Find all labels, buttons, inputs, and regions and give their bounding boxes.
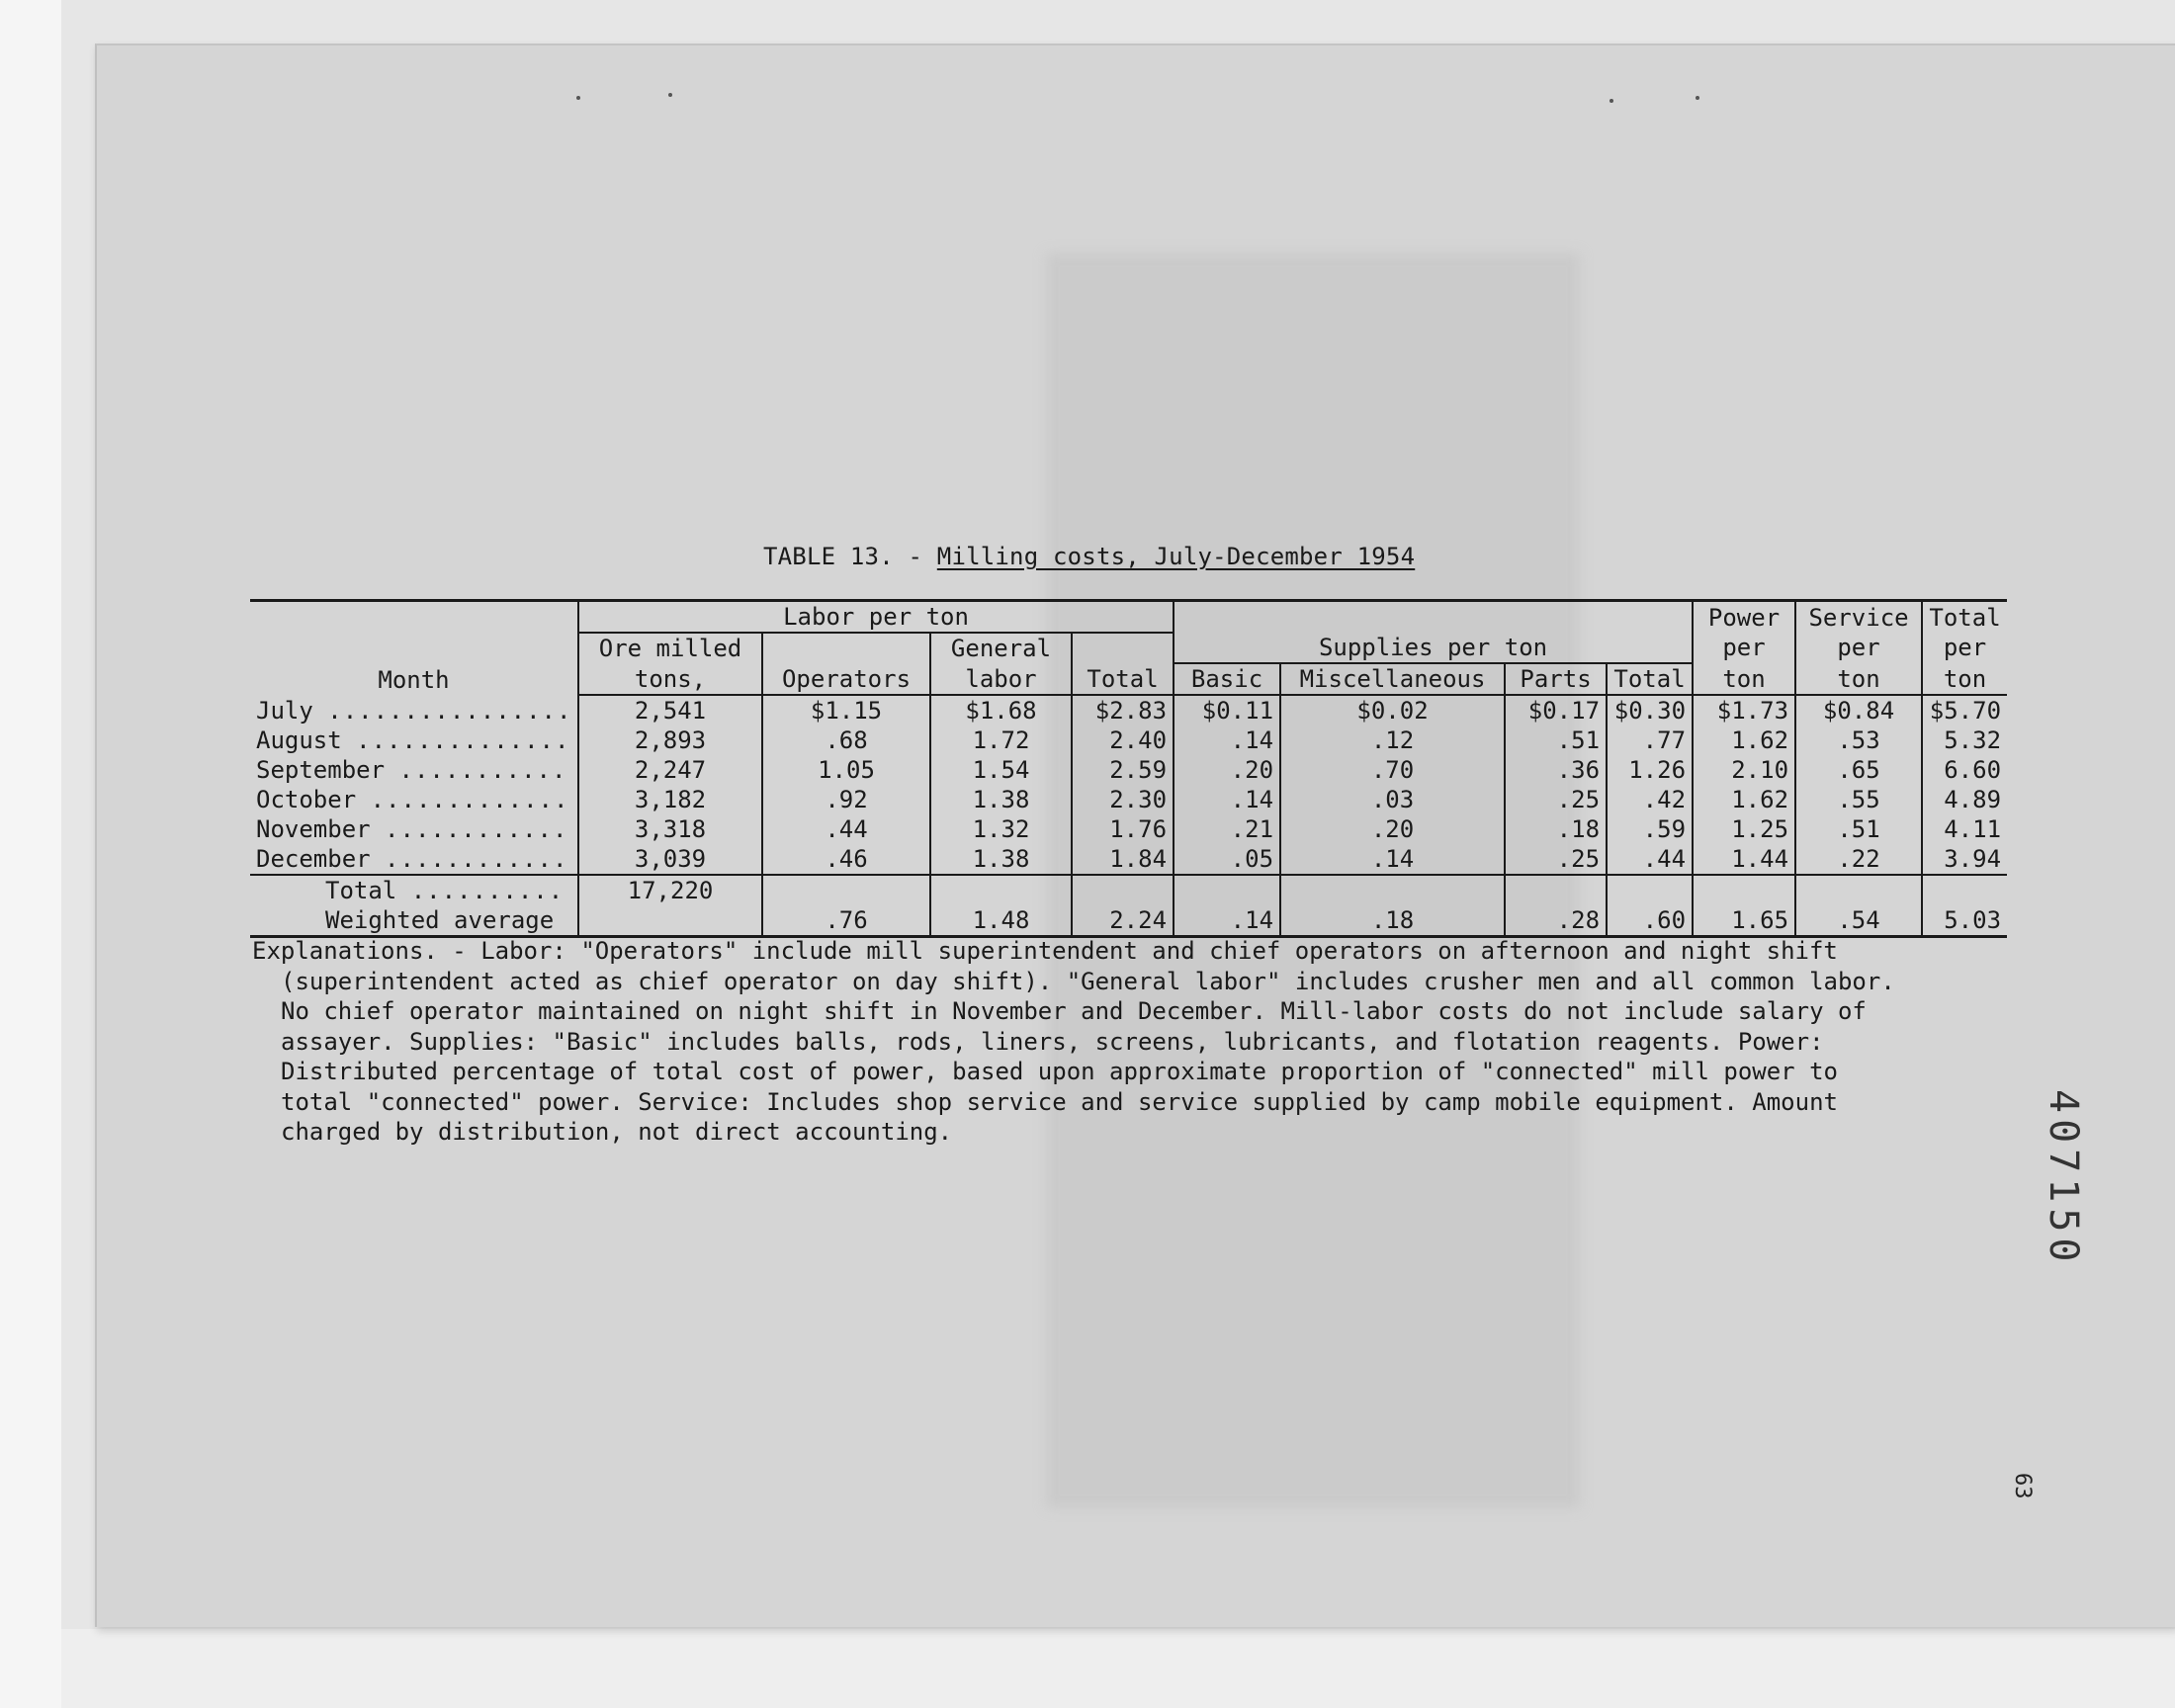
supplies-total-cell: 1.26 xyxy=(1607,755,1693,785)
operators-cell: .46 xyxy=(762,844,930,875)
ore-cell: 3,318 xyxy=(578,814,762,844)
labor-total-cell: 2.59 xyxy=(1072,755,1174,785)
basic-avg-cell: .14 xyxy=(1174,905,1280,937)
operators-cell: $1.15 xyxy=(762,695,930,726)
general-labor-avg-cell: 1.48 xyxy=(930,905,1072,937)
punch-dot xyxy=(1696,96,1699,100)
operators-cell: 1.05 xyxy=(762,755,930,785)
supplies-total-cell: .59 xyxy=(1607,814,1693,844)
header-month: Month xyxy=(250,601,578,696)
parts-cell: .36 xyxy=(1505,755,1607,785)
total-label-cell: Total .......... xyxy=(250,875,578,905)
labor-total-avg-cell: 2.24 xyxy=(1072,905,1174,937)
service-cell: .53 xyxy=(1795,726,1922,755)
header-total-3: ton xyxy=(1922,663,2007,695)
header-labor-total-blank xyxy=(1072,633,1174,663)
header-service-2: per xyxy=(1795,633,1922,663)
explanation-line: charged by distribution, not direct accounting. xyxy=(281,1118,953,1146)
header-power-1: Power xyxy=(1693,601,1795,634)
explanation-line: No chief operator maintained on night shift in November and December. Mill-labor costs do not include salary of xyxy=(281,997,1867,1025)
weighted-average-row xyxy=(250,905,2007,937)
ore-cell: 3,039 xyxy=(578,844,762,875)
explanations-note xyxy=(252,936,2012,1148)
header-basic: Basic xyxy=(1174,663,1280,695)
header-miscellaneous: Miscellaneous xyxy=(1280,663,1505,695)
misc-avg-cell: .18 xyxy=(1280,905,1505,937)
parts-cell: .25 xyxy=(1505,844,1607,875)
header-supplies-group: Supplies per ton xyxy=(1174,601,1693,664)
misc-cell: .12 xyxy=(1280,726,1505,755)
explanation-line: assayer. Supplies: "Basic" includes balls, rods, liners, screens, lubricants, and flotation reagents. Power: xyxy=(281,1027,1824,1056)
total-per-ton-cell: 5.32 xyxy=(1922,726,2007,755)
header-operators-blank xyxy=(762,633,930,663)
total-row xyxy=(250,875,2007,905)
operators-avg-cell: .76 xyxy=(762,905,930,937)
explanation-line: total "connected" power. Service: Includes shop service and service supplied by camp mobile equipment. Amount xyxy=(281,1087,1838,1116)
page-number: 63 xyxy=(2010,1473,2035,1499)
header-ore-milled-2: tons, xyxy=(578,663,762,695)
misc-cell: .20 xyxy=(1280,814,1505,844)
power-cell: 1.25 xyxy=(1693,814,1795,844)
service-cell: .22 xyxy=(1795,844,1922,875)
ore-total-cell: 17,220 xyxy=(578,875,762,905)
labor-total-cell: $2.83 xyxy=(1072,695,1174,726)
header-total-2: per xyxy=(1922,633,2007,663)
supplies-total-cell: .42 xyxy=(1607,785,1693,814)
header-service-1: Service xyxy=(1795,601,1922,634)
labor-total-cell: 1.84 xyxy=(1072,844,1174,875)
document-stamp-number: 407150 xyxy=(2041,1089,2086,1268)
parts-cell: .51 xyxy=(1505,726,1607,755)
explanation-line: (superintendent acted as chief operator on day shift). "General labor" includes crusher men and all common labor. xyxy=(281,967,1895,995)
header-general-labor-2: labor xyxy=(930,663,1072,695)
punch-dot xyxy=(668,93,672,97)
table-title-main: Milling costs, July-December 1954 xyxy=(936,543,1416,570)
general-labor-cell: 1.72 xyxy=(930,726,1072,755)
header-parts: Parts xyxy=(1505,663,1607,695)
header-service-3: ton xyxy=(1795,663,1922,695)
table-row xyxy=(250,755,2007,785)
explanation-line: Distributed percentage of total cost of power, based upon approximate proportion of "connected" mill power to xyxy=(281,1058,1838,1085)
table-row xyxy=(250,785,2007,814)
total-per-ton-cell: 4.11 xyxy=(1922,814,2007,844)
power-cell: 1.62 xyxy=(1693,785,1795,814)
misc-cell: $0.02 xyxy=(1280,695,1505,726)
basic-cell: .05 xyxy=(1174,844,1280,875)
parts-avg-cell: .28 xyxy=(1505,905,1607,937)
table-row xyxy=(250,695,2007,726)
supplies-total-cell: .77 xyxy=(1607,726,1693,755)
supplies-total-cell: $0.30 xyxy=(1607,695,1693,726)
supplies-total-cell: .44 xyxy=(1607,844,1693,875)
power-cell: $1.73 xyxy=(1693,695,1795,726)
punch-dot xyxy=(576,96,580,100)
month-cell: October ............. xyxy=(256,786,569,813)
ore-cell: 2,247 xyxy=(578,755,762,785)
header-operators: Operators xyxy=(762,663,930,695)
header-total-1: Total xyxy=(1922,601,2007,634)
parts-cell: $0.17 xyxy=(1505,695,1607,726)
service-cell: .65 xyxy=(1795,755,1922,785)
service-avg-cell: .54 xyxy=(1795,905,1922,937)
header-supplies-total: Total xyxy=(1607,663,1693,695)
operators-cell: .44 xyxy=(762,814,930,844)
service-cell: $0.84 xyxy=(1795,695,1922,726)
header-labor-total: Total xyxy=(1072,663,1174,695)
parts-cell: .25 xyxy=(1505,785,1607,814)
month-cell: December ............ xyxy=(256,845,568,873)
basic-cell: .14 xyxy=(1174,785,1280,814)
basic-cell: .21 xyxy=(1174,814,1280,844)
basic-cell: .20 xyxy=(1174,755,1280,785)
total-per-ton-cell: 4.89 xyxy=(1922,785,2007,814)
scan-bottom-margin xyxy=(61,1629,2175,1708)
header-general-labor-1: General xyxy=(930,633,1072,663)
ore-cell: 3,182 xyxy=(578,785,762,814)
weighted-average-label: Weighted average xyxy=(250,905,578,937)
total-per-ton-cell: $5.70 xyxy=(1922,695,2007,726)
misc-cell: .03 xyxy=(1280,785,1505,814)
total-per-ton-avg-cell: 5.03 xyxy=(1922,905,2007,937)
table-row xyxy=(250,726,2007,755)
misc-cell: .14 xyxy=(1280,844,1505,875)
service-cell: .55 xyxy=(1795,785,1922,814)
service-cell: .51 xyxy=(1795,814,1922,844)
general-labor-cell: 1.38 xyxy=(930,785,1072,814)
power-cell: 1.62 xyxy=(1693,726,1795,755)
supplies-total-avg-cell: .60 xyxy=(1607,905,1693,937)
table-title-prefix: TABLE 13. - xyxy=(763,543,937,570)
header-power-3: ton xyxy=(1693,663,1795,695)
table-title xyxy=(763,543,1415,570)
operators-cell: .92 xyxy=(762,785,930,814)
scan-left-margin xyxy=(0,0,61,1708)
month-cell: July ................ xyxy=(256,696,572,725)
total-per-ton-cell: 3.94 xyxy=(1922,844,2007,875)
labor-total-cell: 1.76 xyxy=(1072,814,1174,844)
misc-cell: .70 xyxy=(1280,755,1505,785)
header-power-2: per xyxy=(1693,633,1795,663)
power-cell: 1.44 xyxy=(1693,844,1795,875)
month-cell: September ........... xyxy=(256,756,567,784)
table-row xyxy=(250,814,2007,844)
month-cell: November ............ xyxy=(256,815,568,843)
general-labor-cell: $1.68 xyxy=(930,695,1072,726)
milling-costs-table xyxy=(250,599,2007,938)
operators-cell: .68 xyxy=(762,726,930,755)
explanation-line: Explanations. - Labor: "Operators" include mill superintendent and chief operators on afternoon and night shift xyxy=(252,937,1838,965)
ore-cell: 2,893 xyxy=(578,726,762,755)
header-labor-group: Labor per ton xyxy=(578,601,1174,634)
table-row xyxy=(250,844,2007,875)
general-labor-cell: 1.32 xyxy=(930,814,1072,844)
labor-total-cell: 2.30 xyxy=(1072,785,1174,814)
ore-cell: 2,541 xyxy=(578,695,762,726)
punch-dot xyxy=(1610,99,1613,103)
parts-cell: .18 xyxy=(1505,814,1607,844)
general-labor-cell: 1.38 xyxy=(930,844,1072,875)
general-labor-cell: 1.54 xyxy=(930,755,1072,785)
header-ore-milled-1: Ore milled xyxy=(578,633,762,663)
month-cell: August .............. xyxy=(256,726,570,754)
basic-cell: .14 xyxy=(1174,726,1280,755)
basic-cell: $0.11 xyxy=(1174,695,1280,726)
power-cell: 2.10 xyxy=(1693,755,1795,785)
power-avg-cell: 1.65 xyxy=(1693,905,1795,937)
total-per-ton-cell: 6.60 xyxy=(1922,755,2007,785)
labor-total-cell: 2.40 xyxy=(1072,726,1174,755)
